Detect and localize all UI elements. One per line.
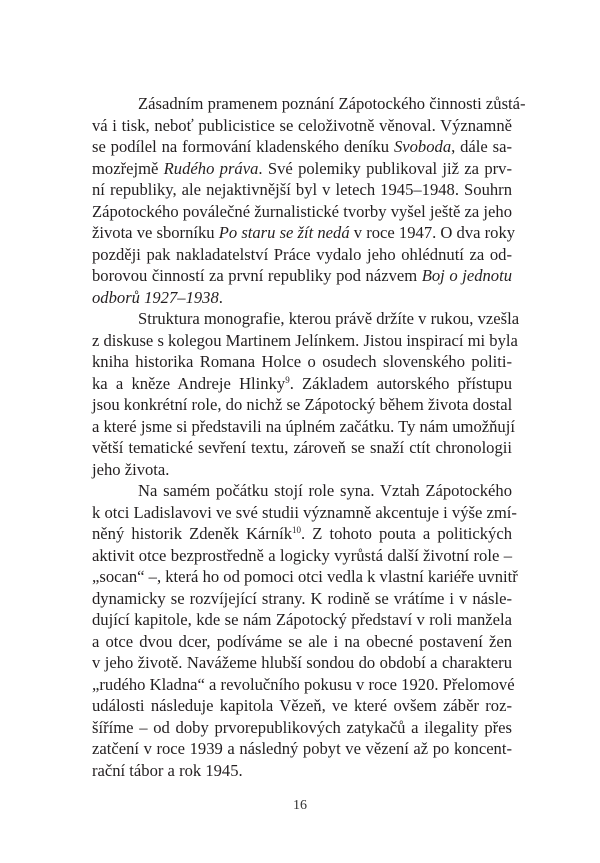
text-line: dující kapitole, kde se nám Zápotocký představí v roli manžela xyxy=(92,610,512,629)
text-line: života ve sborníku Po staru se žít nedá v roce 1947. O dva roky xyxy=(92,223,516,242)
text-line: se podílel na formování kladenského deníku Svoboda, dále sa- xyxy=(92,137,512,156)
text-line: dynamicky se rozvíjející strany. K rodině se vrátíme i v násle- xyxy=(92,588,512,608)
text-line: kniha historika Romana Holce o osudech slovenského politi- xyxy=(92,352,512,371)
text-line: k otci Ladislavovi ve své studii významně akcentuje i výše zmí- xyxy=(92,502,517,522)
text-line: „rudého Kladna“ a revolučního pokusu v roce 1920. Přelomové xyxy=(92,674,515,694)
page-body xyxy=(92,93,526,781)
text-line: jeho života. xyxy=(92,459,170,479)
text-line: v jeho životě. Navážeme hlubší sondou do období a charakteru xyxy=(92,653,512,672)
text-line: rační tábor a rok 1945. xyxy=(92,760,243,780)
text-line: „socan“ –, která ho od pomoci otci vedla k vlastní kariéře uvnitř xyxy=(92,567,518,586)
text-line: mozřejmě Rudého práva. Své polemiky publikoval již za prv- xyxy=(92,158,512,178)
paragraph xyxy=(92,480,518,781)
paragraph xyxy=(92,308,520,480)
text-line: větší tematické sevření textu, zároveň se snaží ctít chronologii xyxy=(92,438,512,457)
text-line: a které jsme si představili na úplném začátku. Ty nám umožňují xyxy=(92,416,515,436)
text-line: události následuje kapitola Vězeň, ve které ovšem záběr roz- xyxy=(92,696,512,715)
text-line: aktivit otce bezprostředně a logicky vyrůstá další životní role – xyxy=(92,545,512,565)
text-line: jsou konkrétní role, do nichž se Zápotocký během života dostal xyxy=(92,395,513,414)
text-line: borovou činností za první republiky pod názvem Boj o jednotu xyxy=(92,266,512,285)
paragraph xyxy=(92,93,526,308)
text-line: šíříme – od doby prvorepublikových zatykačů a ilegality přes xyxy=(92,717,512,737)
text-line: ní republiky, ale nejaktivnější byl v letech 1945–1948. Souhrn xyxy=(92,180,512,199)
text-line: něný historik Zdeněk Kárník$^{10}$. Z tohoto pouta a politických xyxy=(92,524,512,543)
text-line: zatčení v roce 1939 a následný pobyt ve vězení až po koncent- xyxy=(92,739,512,758)
text-line: Zápotockého poválečné žurnalistické tvorby vyšel ještě za jeho xyxy=(92,201,512,221)
text-line: Struktura monografie, kterou právě držíte v rukou, vzešla xyxy=(138,309,520,328)
text-line: a otce dvou dcer, podíváme se ale i na obecné postavení žen xyxy=(92,631,512,651)
text-line: později pak nakladatelství Práce vydalo jeho ohlédnutí za od- xyxy=(92,244,512,264)
page-number: 16 xyxy=(293,798,307,813)
text-line: Zásadním pramenem poznání Zápotockého činnosti zůstá- xyxy=(138,94,526,113)
text-line: z diskuse s kolegou Martinem Jelínkem. Jistou inspirací mi byla xyxy=(92,330,518,350)
text-line: Na samém počátku stojí role syna. Vztah Zápotockého xyxy=(138,481,512,500)
text-line: vá i tisk, neboť publicistice se celoživotně věnoval. Významně xyxy=(92,115,512,135)
text-line: ka a kněze Andreje Hlinky$^9$. Základem autorského přístupu xyxy=(92,373,513,393)
text-line: odborů 1927–1938. xyxy=(92,287,223,307)
